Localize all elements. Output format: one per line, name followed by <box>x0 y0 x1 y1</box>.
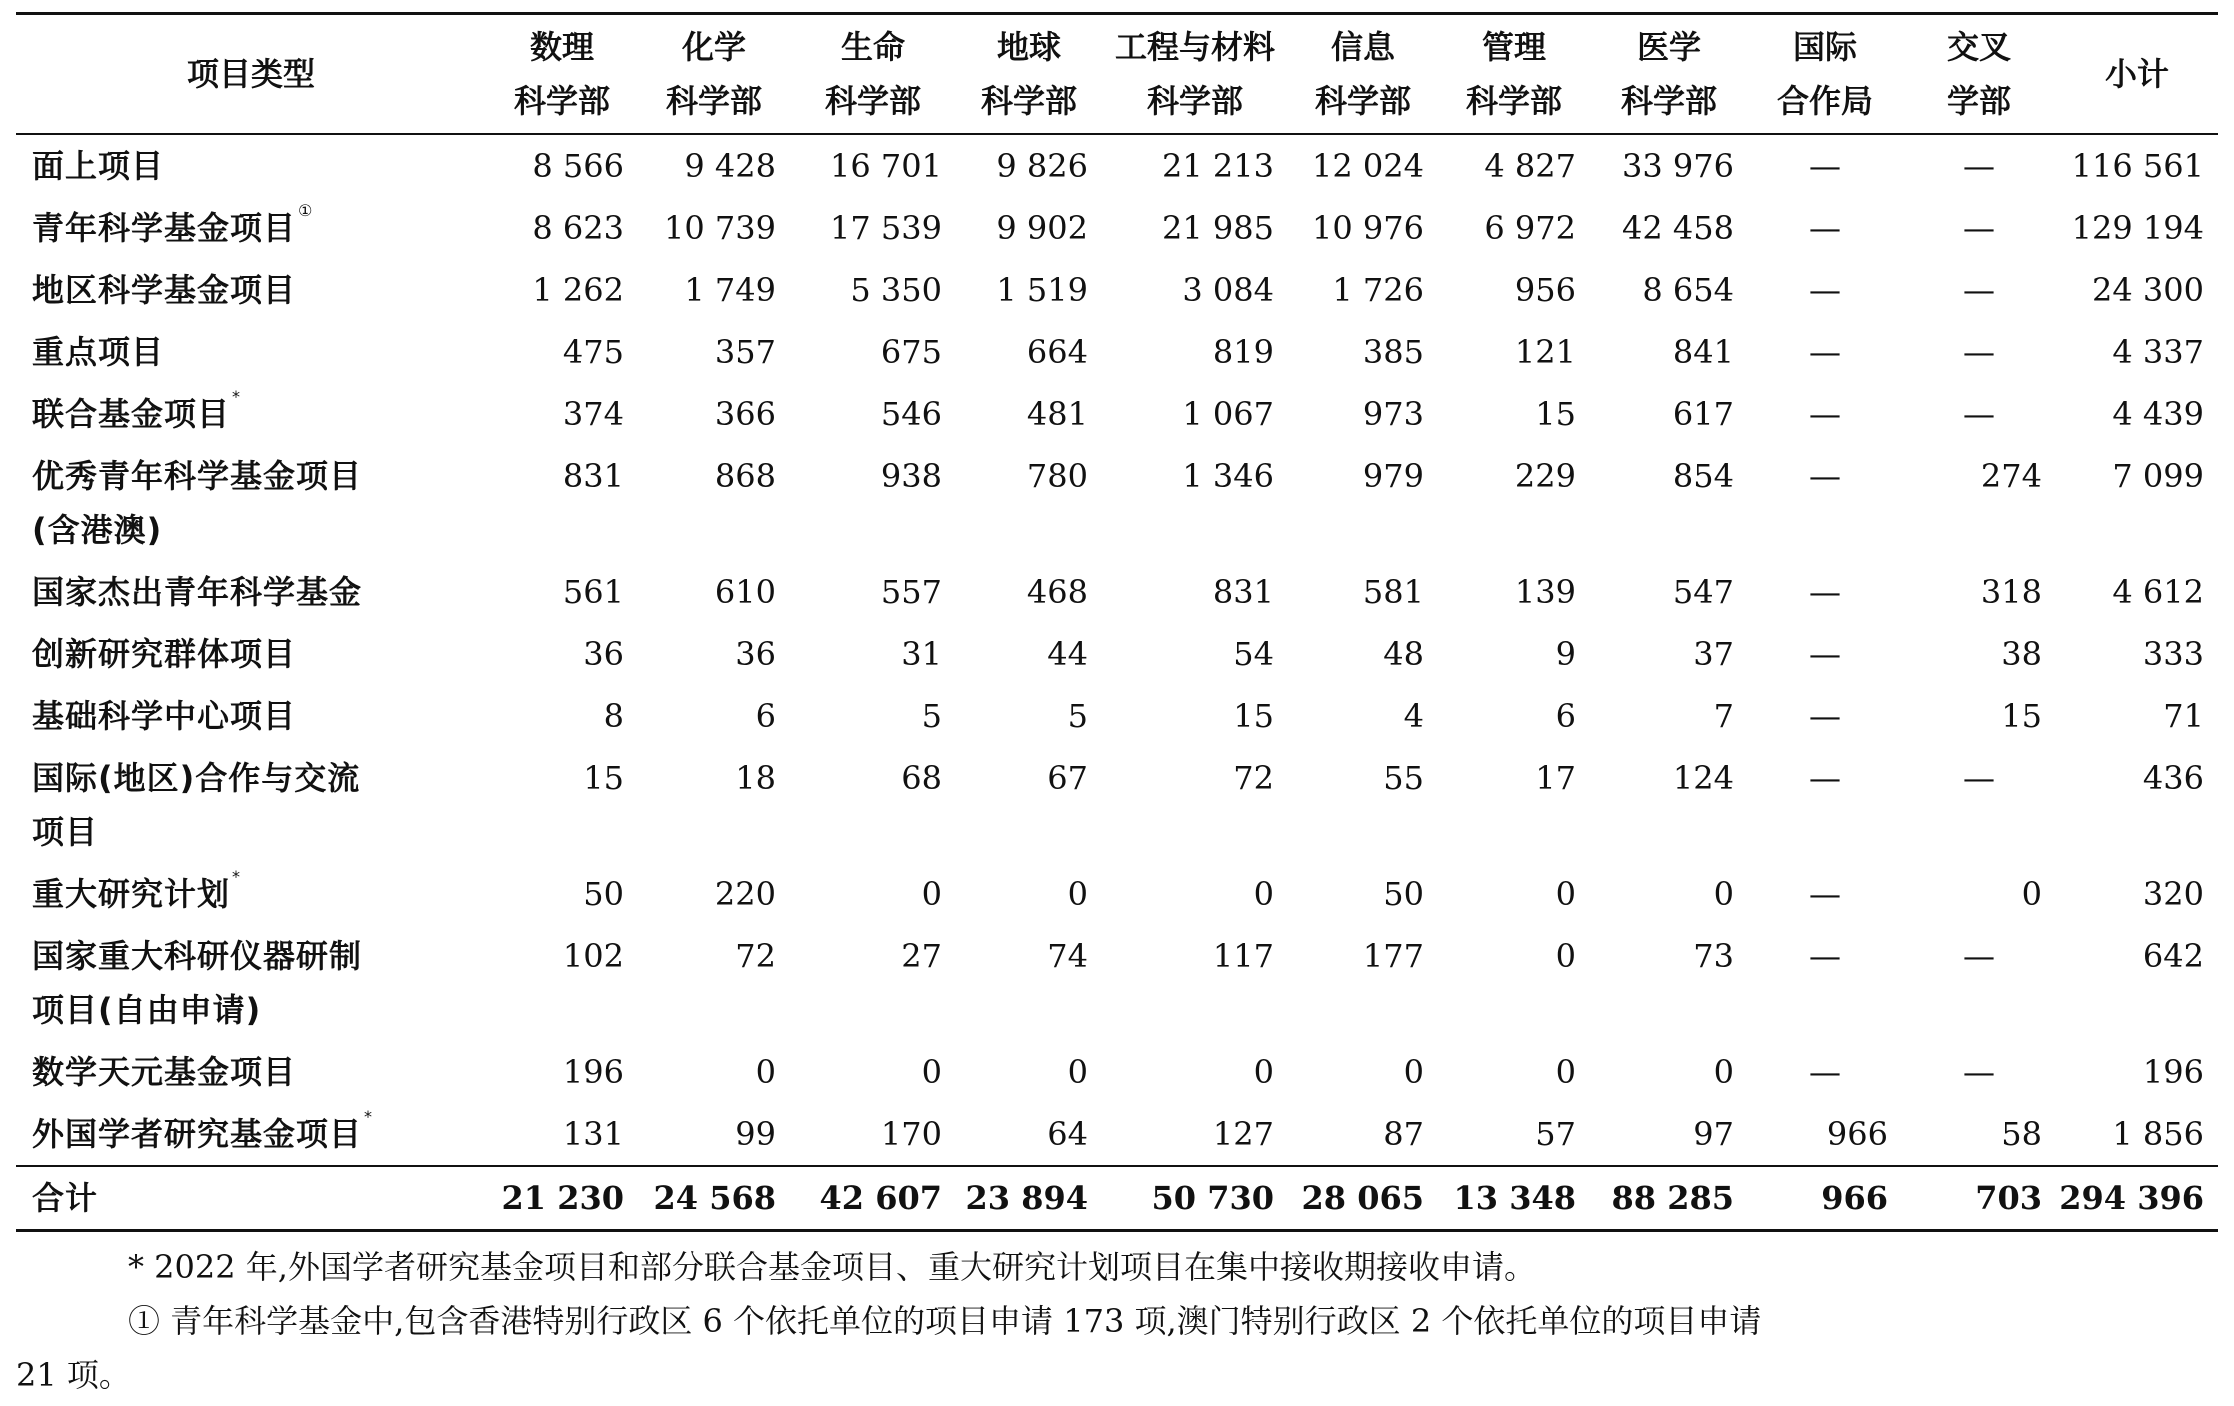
cell-subtotal: 196 <box>2142 1053 2204 1091</box>
table-cell: 73 <box>1693 937 1734 975</box>
table-cell: 5 <box>921 697 942 735</box>
table-cell: 6 972 <box>1484 209 1576 247</box>
row-label-line1 <box>32 263 486 317</box>
cell-subtotal: 436 <box>2142 759 2204 797</box>
table-cell: — <box>1963 1053 1995 1091</box>
header-col-7: 医学 科学部 <box>1620 28 1717 120</box>
table-cell: 0 <box>1555 1053 1576 1091</box>
row-label-text: 联合基金项目 <box>32 395 231 433</box>
table-cell: — <box>1809 759 1841 797</box>
table-cell: 12 024 <box>1312 147 1424 185</box>
header-col-4: 工程与材料 科学部 <box>1114 28 1275 120</box>
table-cell: 0 <box>1713 1053 1734 1091</box>
table-cell: 196 <box>562 1053 624 1091</box>
table-cell: 0 <box>1555 937 1576 975</box>
table-cell: 42 458 <box>1622 209 1734 247</box>
table-cell: 831 <box>1212 573 1274 611</box>
table-cell: 72 <box>1233 759 1274 797</box>
cell-subtotal: 1 856 <box>2112 1115 2204 1153</box>
row-label-line1 <box>32 387 486 441</box>
table-cell: 18 <box>735 759 776 797</box>
row-label <box>16 925 486 1041</box>
table-cell: — <box>1809 937 1841 975</box>
table-cell: 17 <box>1535 759 1576 797</box>
table-cell: 21 985 <box>1162 209 1274 247</box>
table-cell: 979 <box>1362 457 1424 495</box>
table-cell: 57 <box>1535 1115 1576 1153</box>
table-cell: 675 <box>880 333 942 371</box>
row-label-line1 <box>32 1171 486 1225</box>
footnote-marker: ① <box>298 201 314 220</box>
table-cell: 3 084 <box>1182 271 1274 309</box>
table-cell: 139 <box>1514 573 1576 611</box>
header-col-2: 生命 科学部 <box>824 28 921 120</box>
table-cell: 10 976 <box>1312 209 1424 247</box>
table-cell: 88 285 <box>1611 1179 1734 1217</box>
table-cell: 8 <box>603 697 624 735</box>
row-label-text: 优秀青年科学基金项目 <box>32 457 363 495</box>
footnote-marker: * <box>232 387 242 406</box>
row-label <box>16 134 486 197</box>
footnote-marker: * <box>364 1107 374 1126</box>
row-label-text: 国家重大科研仪器研制 <box>32 937 363 975</box>
table-cell: 973 <box>1362 395 1424 433</box>
table-cell: — <box>1809 635 1841 673</box>
row-label-line1 <box>32 139 486 193</box>
header-col-9: 交叉 学部 <box>1946 28 2011 120</box>
table-cell: 17 539 <box>830 209 942 247</box>
table-row <box>16 259 2218 321</box>
row-label-text: 地区科学基金项目 <box>32 271 297 309</box>
table-cell: 8 623 <box>532 209 624 247</box>
table-cell: — <box>1809 875 1841 913</box>
table-cell: 0 <box>1555 875 1576 913</box>
table-cell: — <box>1963 937 1995 975</box>
table-cell: 42 607 <box>819 1179 942 1217</box>
table-cell: 64 <box>1047 1115 1088 1153</box>
table-cell: 55 <box>1383 759 1424 797</box>
table-cell: 468 <box>1026 573 1088 611</box>
table-row <box>16 747 2218 863</box>
footnote-circle-1: ① 青年科学基金中,包含香港特别行政区 6 个依托单位的项目申请 173 项,澳门特别行政区 2 个依托单位的项目申请 <box>128 1302 1762 1340</box>
table-cell: 610 <box>714 573 776 611</box>
row-label-line1 <box>32 565 486 619</box>
table-cell: 21 213 <box>1162 147 1274 185</box>
table-cell: 9 902 <box>996 209 1088 247</box>
row-label-text: 国际(地区)合作与交流 <box>32 759 361 797</box>
row-label <box>16 321 486 383</box>
table-cell: 127 <box>1212 1115 1274 1153</box>
table-cell: 1 749 <box>684 271 776 309</box>
table-cell: 8 654 <box>1642 271 1734 309</box>
table-cell: 48 <box>1383 635 1424 673</box>
table-cell: 1 346 <box>1182 457 1274 495</box>
table-cell: 4 827 <box>1484 147 1576 185</box>
table-row <box>16 321 2218 383</box>
row-label <box>16 685 486 747</box>
table-cell: 23 894 <box>965 1179 1088 1217</box>
cell-subtotal: 320 <box>2142 875 2204 913</box>
header-col-0: 数理 科学部 <box>513 28 610 120</box>
table-cell: 0 <box>1067 1053 1088 1091</box>
table-cell: 581 <box>1362 573 1424 611</box>
cell-subtotal: 129 194 <box>2071 209 2204 247</box>
table-cell: 5 <box>1067 697 1088 735</box>
cell-subtotal: 71 <box>2163 697 2204 735</box>
table-row <box>16 134 2218 197</box>
table-cell: 0 <box>1067 875 1088 913</box>
cell-subtotal: 24 300 <box>2092 271 2204 309</box>
table-cell: 1 519 <box>996 271 1088 309</box>
table-cell: 6 <box>1555 697 1576 735</box>
cell-subtotal: 333 <box>2142 635 2204 673</box>
row-label <box>16 1166 486 1231</box>
table-cell: 229 <box>1514 457 1576 495</box>
table-body <box>16 134 2218 1231</box>
table-row <box>16 561 2218 623</box>
table-cell: 0 <box>1403 1053 1424 1091</box>
table-cell: 557 <box>880 573 942 611</box>
table-cell: — <box>1809 697 1841 735</box>
table-cell: 617 <box>1672 395 1734 433</box>
table-cell: 385 <box>1362 333 1424 371</box>
table-cell: 72 <box>735 937 776 975</box>
cell-subtotal: 642 <box>2142 937 2204 975</box>
table-cell: 37 <box>1693 635 1734 673</box>
row-label-text: 外国学者研究基金项目 <box>32 1115 363 1153</box>
row-label-text: 数学天元基金项目 <box>32 1053 297 1091</box>
table-cell: 966 <box>1821 1179 1888 1217</box>
table-cell: — <box>1809 271 1841 309</box>
row-label-line2: 项目(自由申请) <box>32 991 262 1029</box>
table-cell: 7 <box>1713 697 1734 735</box>
table-cell: 97 <box>1693 1115 1734 1153</box>
table-cell: — <box>1809 395 1841 433</box>
table-row <box>16 623 2218 685</box>
table-row <box>16 1103 2218 1166</box>
table-cell: 124 <box>1672 759 1734 797</box>
row-label <box>16 863 486 925</box>
table-row <box>16 925 2218 1041</box>
table-cell: 0 <box>1713 875 1734 913</box>
table-cell: 131 <box>562 1115 624 1153</box>
table-cell: 87 <box>1383 1115 1424 1153</box>
table-cell: 547 <box>1672 573 1734 611</box>
header-subtotal: 小计 <box>2104 55 2169 93</box>
table-cell: 15 <box>1233 697 1274 735</box>
footnote-marker: * <box>232 867 242 886</box>
table-cell: 117 <box>1212 937 1274 975</box>
table-cell: — <box>1809 333 1841 371</box>
row-label-text: 重点项目 <box>32 333 165 371</box>
table-row <box>16 445 2218 561</box>
row-label <box>16 561 486 623</box>
table-cell: 938 <box>880 457 942 495</box>
table-cell: 10 739 <box>664 209 776 247</box>
row-label <box>16 1103 486 1166</box>
table-cell: 28 065 <box>1301 1179 1424 1217</box>
cell-subtotal: 4 337 <box>2112 333 2204 371</box>
table-cell: 780 <box>1026 457 1088 495</box>
table-row <box>16 383 2218 445</box>
table-cell: 170 <box>880 1115 942 1153</box>
table-cell: — <box>1809 147 1841 185</box>
document-page <box>16 12 2218 1402</box>
table-cell: 121 <box>1514 333 1576 371</box>
table-cell: — <box>1809 1053 1841 1091</box>
row-label-text: 创新研究群体项目 <box>32 635 297 673</box>
row-label-line1 <box>32 1107 486 1161</box>
table-cell: 0 <box>921 1053 942 1091</box>
table-cell: 15 <box>1535 395 1576 433</box>
row-label <box>16 445 486 561</box>
row-label <box>16 747 486 863</box>
table-cell: 966 <box>1826 1115 1888 1153</box>
table-cell: 38 <box>2001 635 2042 673</box>
table-cell: 13 348 <box>1453 1179 1576 1217</box>
table-cell: 1 262 <box>532 271 624 309</box>
table-cell: 31 <box>901 635 942 673</box>
row-label-text: 青年科学基金项目 <box>32 209 297 247</box>
table-cell: — <box>1963 395 1995 433</box>
table-cell: 868 <box>714 457 776 495</box>
table-cell: 54 <box>1233 635 1274 673</box>
table-cell: 36 <box>735 635 776 673</box>
table-cell: 58 <box>2001 1115 2042 1153</box>
row-label-text: 面上项目 <box>32 147 165 185</box>
table-cell: 366 <box>714 395 776 433</box>
table-cell: — <box>1963 209 1995 247</box>
table-cell: — <box>1809 457 1841 495</box>
row-label <box>16 197 486 259</box>
table-cell: — <box>1809 573 1841 611</box>
cell-subtotal: 7 099 <box>2112 457 2204 495</box>
table-cell: 0 <box>1253 1053 1274 1091</box>
row-label-line1 <box>32 689 486 743</box>
table-cell: — <box>1963 147 1995 185</box>
table-cell: 0 <box>921 875 942 913</box>
header-project-type: 项目类型 <box>186 55 315 93</box>
table-cell: 841 <box>1672 333 1734 371</box>
table-row <box>16 685 2218 747</box>
table-cell: 956 <box>1514 271 1576 309</box>
row-label-text: 合计 <box>32 1179 99 1217</box>
table-cell: 5 350 <box>850 271 942 309</box>
table-cell: 357 <box>714 333 776 371</box>
row-label-line1 <box>32 627 486 681</box>
table-cell: 9 <box>1555 635 1576 673</box>
table-cell: 374 <box>562 395 624 433</box>
table-cell: 819 <box>1212 333 1274 371</box>
row-label <box>16 1041 486 1103</box>
row-label <box>16 259 486 321</box>
table-cell: 50 730 <box>1151 1179 1274 1217</box>
table-cell: 50 <box>583 875 624 913</box>
table-cell: 50 <box>1383 875 1424 913</box>
table-row <box>16 1041 2218 1103</box>
table-cell: 67 <box>1047 759 1088 797</box>
table-row <box>16 863 2218 925</box>
row-label-line1 <box>32 929 486 983</box>
table-cell: 274 <box>1980 457 2042 495</box>
table-cell: 74 <box>1047 937 1088 975</box>
table-cell: 8 566 <box>532 147 624 185</box>
table-cell: 0 <box>2021 875 2042 913</box>
header-col-5: 信息 科学部 <box>1314 28 1411 120</box>
table-cell: 99 <box>735 1115 776 1153</box>
table-cell: 1 726 <box>1332 271 1424 309</box>
cell-subtotal: 4 439 <box>2112 395 2204 433</box>
row-label <box>16 383 486 445</box>
table-cell: — <box>1963 271 1995 309</box>
table-cell: 36 <box>583 635 624 673</box>
row-label <box>16 623 486 685</box>
table-cell: — <box>1963 333 1995 371</box>
table-cell: 318 <box>1980 573 2042 611</box>
header-col-1: 化学 科学部 <box>665 28 762 120</box>
row-label-line1 <box>32 201 486 255</box>
row-label-line1 <box>32 751 486 805</box>
table-cell: 9 428 <box>684 147 776 185</box>
row-label-line2: 项目 <box>32 813 99 851</box>
row-label-text: 国家杰出青年科学基金 <box>32 573 363 611</box>
table-cell: 68 <box>901 759 942 797</box>
footnote-asterisk: * 2022 年,外国学者研究基金项目和部分联合基金项目、重大研究计划项目在集中接收期接收申请。 <box>128 1248 1536 1286</box>
row-label-text: 重大研究计划 <box>32 875 231 913</box>
table-cell: 15 <box>583 759 624 797</box>
table-cell: 1 067 <box>1182 395 1274 433</box>
table-cell: 27 <box>901 937 942 975</box>
table-cell: 16 701 <box>830 147 942 185</box>
row-label-line1 <box>32 867 486 921</box>
table-cell: 21 230 <box>501 1179 624 1217</box>
table-cell: 9 826 <box>996 147 1088 185</box>
footnote-circle-1-continued: 21 项。 <box>16 1356 131 1394</box>
row-label-line1 <box>32 449 486 503</box>
table-cell: — <box>1963 759 1995 797</box>
table-cell: 703 <box>1975 1179 2042 1217</box>
table-cell: 220 <box>714 875 776 913</box>
table-row <box>16 197 2218 259</box>
table-cell: 831 <box>562 457 624 495</box>
header-row <box>16 14 2218 135</box>
table-cell: 561 <box>562 573 624 611</box>
total-row <box>16 1166 2218 1231</box>
table-cell: 475 <box>562 333 624 371</box>
table-cell: 102 <box>562 937 624 975</box>
table-cell: 481 <box>1026 395 1088 433</box>
row-label-line1 <box>32 1045 486 1099</box>
row-label-line1 <box>32 325 486 379</box>
table-cell: 177 <box>1362 937 1424 975</box>
row-label-line2: (含港澳) <box>32 511 163 549</box>
table-cell: 6 <box>755 697 776 735</box>
table-cell: 15 <box>2001 697 2042 735</box>
table-cell: 44 <box>1047 635 1088 673</box>
header-col-8: 国际 合作局 <box>1776 28 1873 120</box>
header-col-3: 地球 科学部 <box>980 28 1077 120</box>
table-cell: 4 <box>1403 697 1424 735</box>
table-cell: 0 <box>755 1053 776 1091</box>
cell-subtotal: 4 612 <box>2112 573 2204 611</box>
cell-subtotal: 116 561 <box>2071 147 2204 185</box>
table-cell: 0 <box>1253 875 1274 913</box>
application-statistics-table <box>16 12 2218 1232</box>
table-cell: — <box>1809 209 1841 247</box>
table-cell: 546 <box>880 395 942 433</box>
row-label-text: 基础科学中心项目 <box>32 697 297 735</box>
table-cell: 33 976 <box>1622 147 1734 185</box>
table-cell: 24 568 <box>653 1179 776 1217</box>
cell-subtotal: 294 396 <box>2059 1179 2204 1217</box>
header-col-6: 管理 科学部 <box>1465 28 1562 120</box>
table-cell: 664 <box>1026 333 1088 371</box>
table-cell: 854 <box>1672 457 1734 495</box>
